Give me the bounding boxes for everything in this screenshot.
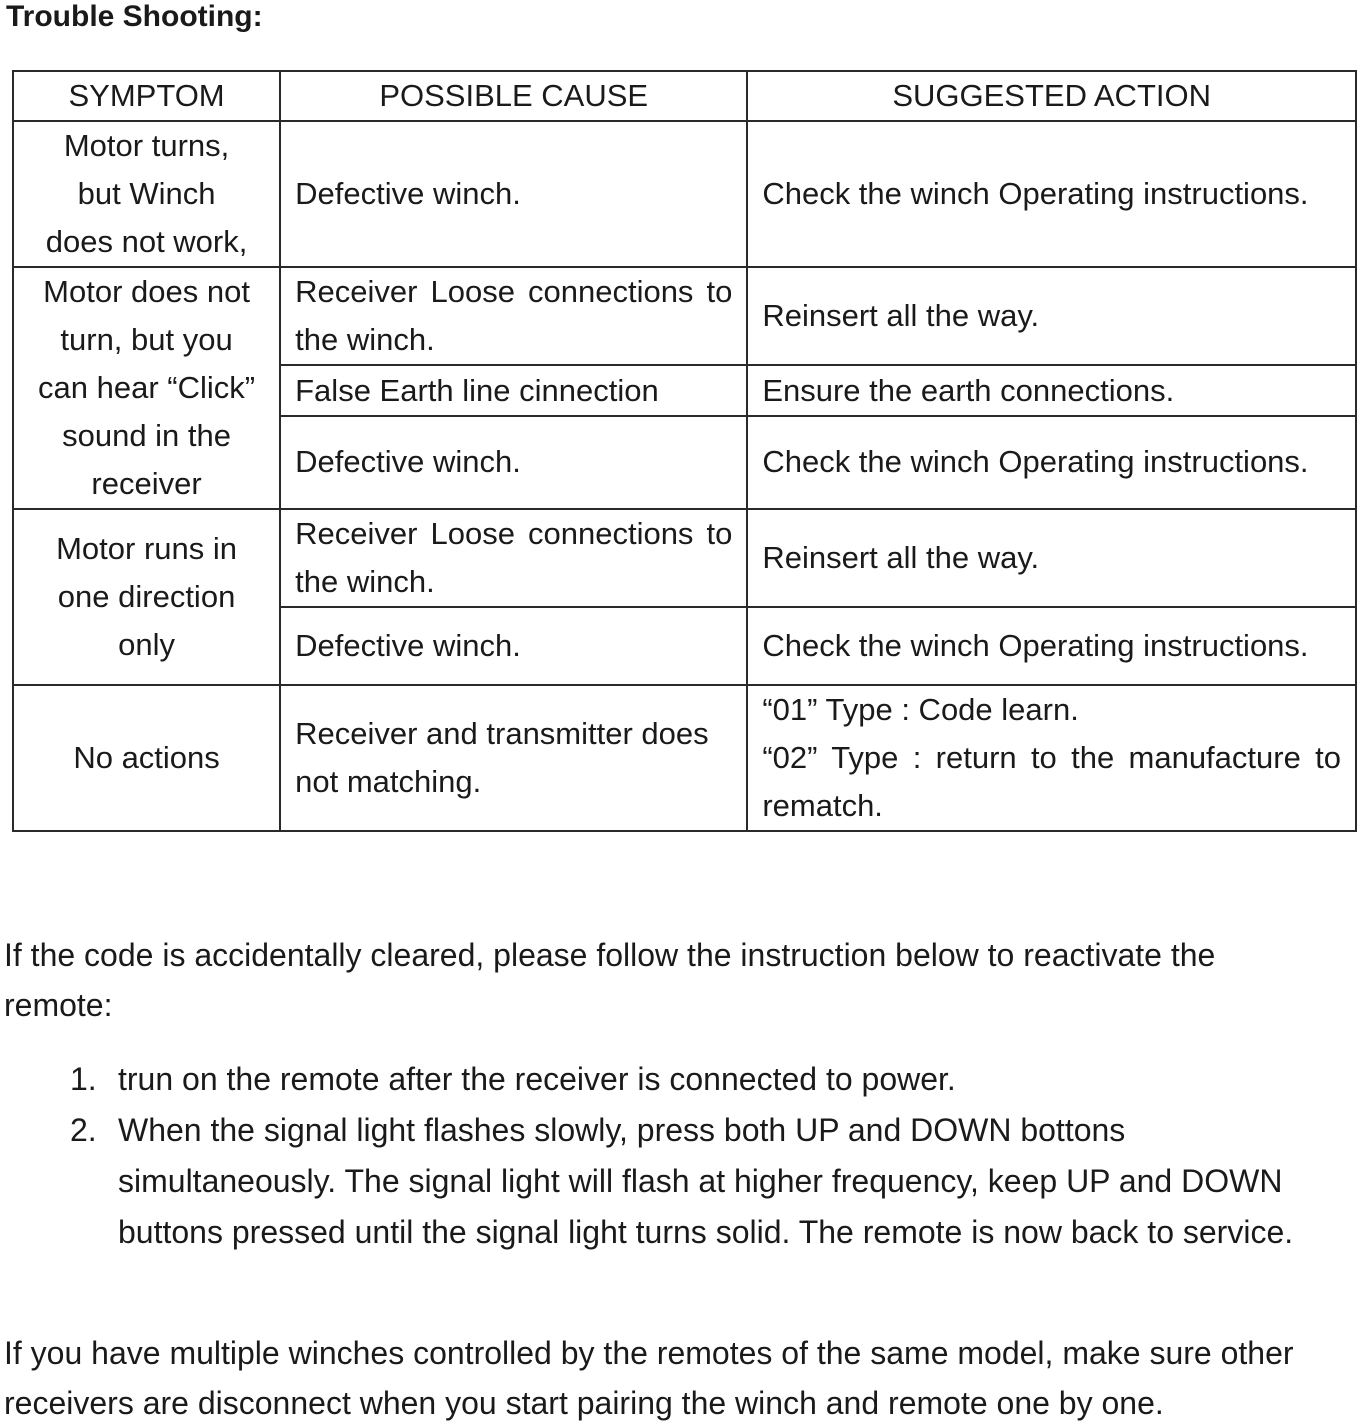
symptom-line: receiver bbox=[91, 466, 202, 501]
cause-cell: False Earth line cinnection bbox=[280, 365, 747, 415]
symptom-cell bbox=[13, 267, 280, 509]
action-cell: Reinsert all the way. bbox=[747, 267, 1356, 365]
step-text: trun on the remote after the receiver is connected to power. bbox=[118, 1061, 956, 1097]
symptom-line: one direction bbox=[57, 579, 236, 614]
step-number: 1. bbox=[70, 1061, 97, 1097]
action-cell: Check the winch Operating instructions. bbox=[747, 416, 1356, 509]
note-paragraph: If you have multiple winches controlled by the remotes of the same model, make sure other receivers are disconnect when you start pairing the winch and remote one by one. bbox=[4, 1335, 1294, 1421]
table-row bbox=[13, 509, 1356, 607]
symptom-line: Motor turns, bbox=[63, 128, 230, 163]
list-item bbox=[70, 1105, 1310, 1258]
action-cell: Ensure the earth connections. bbox=[747, 365, 1356, 415]
cause-cell: Receiver Loose connections to the winch. bbox=[280, 267, 747, 365]
troubleshooting-table bbox=[12, 70, 1357, 832]
table-row bbox=[13, 121, 1356, 267]
table-row bbox=[13, 685, 1356, 831]
symptom-cell bbox=[13, 121, 280, 267]
symptom-cell bbox=[13, 509, 280, 685]
table-header-row bbox=[13, 71, 1356, 121]
action-cell: Check the winch Operating instructions. bbox=[747, 607, 1356, 685]
list-item bbox=[70, 1054, 1310, 1105]
symptom-cell bbox=[13, 685, 280, 831]
step-text: When the signal light flashes slowly, press both UP and DOWN bottons simultaneously. The signal light will flash at higher frequency, keep UP and DOWN buttons pressed until the signal light turns solid. The remote is now back to service. bbox=[118, 1112, 1294, 1250]
header-possible-cause: POSSIBLE CAUSE bbox=[280, 71, 747, 121]
action-line: “01” Type : Code learn. bbox=[762, 692, 1079, 727]
action-cell: Reinsert all the way. bbox=[747, 509, 1356, 607]
symptom-line: sound in the bbox=[62, 418, 232, 453]
cause-cell: Receiver Loose connections to the winch. bbox=[280, 509, 747, 607]
intro-paragraph: If the code is accidentally cleared, please follow the instruction below to reactivate the remote: bbox=[4, 937, 1216, 1023]
action-cell bbox=[747, 685, 1356, 831]
symptom-line: turn, but you bbox=[60, 322, 233, 357]
symptom-line: No actions bbox=[73, 740, 220, 775]
header-symptom: SYMPTOM bbox=[13, 71, 280, 121]
cause-cell: Defective winch. bbox=[280, 121, 747, 267]
cause-cell: Defective winch. bbox=[280, 416, 747, 509]
instruction-steps bbox=[70, 1054, 1310, 1258]
page-title: Trouble Shooting: bbox=[6, 0, 263, 33]
header-suggested-action: SUGGESTED ACTION bbox=[747, 71, 1356, 121]
symptom-line: only bbox=[118, 627, 175, 662]
cause-cell: Defective winch. bbox=[280, 607, 747, 685]
table-row bbox=[13, 267, 1356, 365]
action-cell: Check the winch Operating instructions. bbox=[747, 121, 1356, 267]
step-number: 2. bbox=[70, 1112, 97, 1148]
symptom-line: can hear “Click” bbox=[38, 370, 256, 405]
symptom-line: does not work, bbox=[45, 224, 248, 259]
symptom-line: Motor runs in bbox=[56, 531, 238, 566]
action-line: “02” Type : return to the manufacture to rematch. bbox=[762, 740, 1341, 823]
symptom-line: but Winch bbox=[77, 176, 216, 211]
cause-cell: Receiver and transmitter does not matching. bbox=[280, 685, 747, 831]
symptom-line: Motor does not bbox=[43, 274, 250, 309]
